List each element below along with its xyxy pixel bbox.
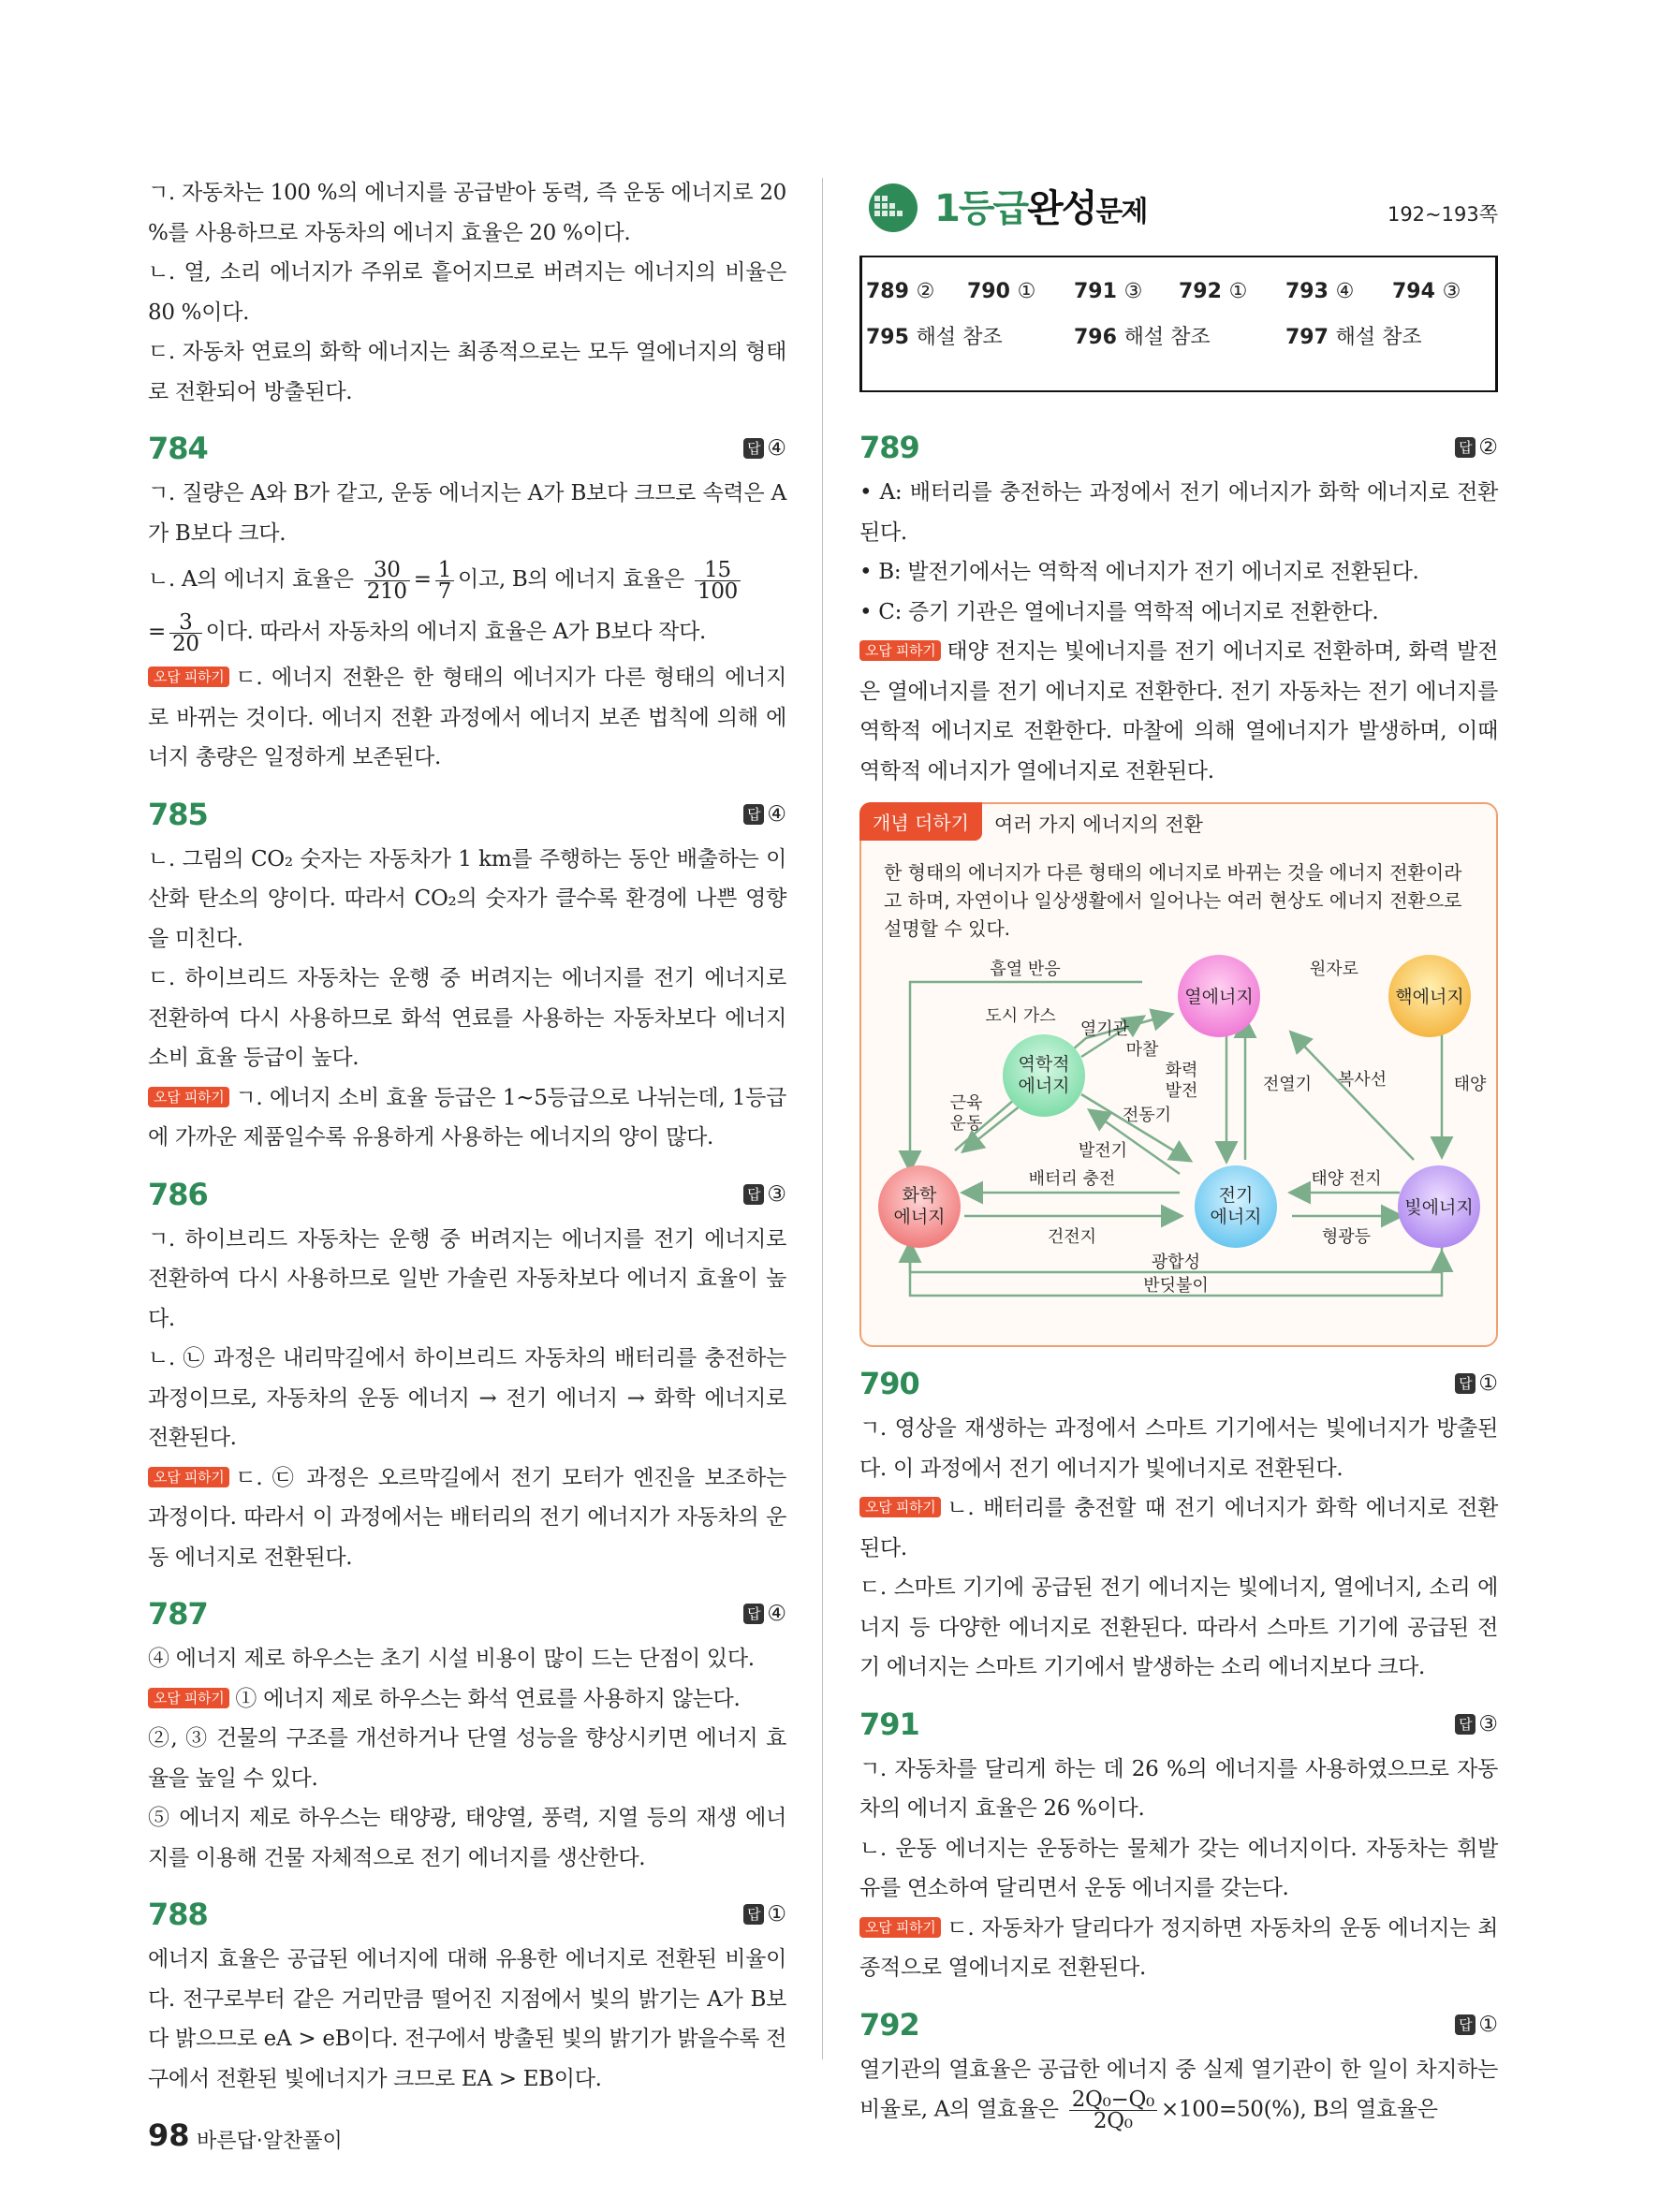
node-label: 에너지 — [1018, 1076, 1070, 1096]
question-header-792 — [859, 2001, 1498, 2050]
edge-label: 반딧불이 — [1143, 1276, 1209, 1296]
fraction — [169, 609, 202, 656]
text: 이고, B의 에너지 효율은 — [458, 567, 684, 592]
answer-value: ① — [767, 1902, 786, 1926]
answer-icon: 답 — [1455, 1714, 1475, 1735]
numerator: 15 — [695, 560, 741, 581]
answer-badge — [1455, 2013, 1498, 2037]
node-label: 전기 — [1218, 1185, 1254, 1206]
answer-table — [859, 256, 1498, 392]
answer-icon: 답 — [1455, 1373, 1475, 1394]
edge-label: 배터리 충전 — [1028, 1169, 1116, 1189]
answer-icon: 답 — [743, 804, 764, 825]
explanation: ㄴ. ㉡ 과정은 내리막길에서 하이브리드 자동차의 배터리를 충전하는 과정이므로, 자동차의 운동 에너지 → 전기 에너지 → 화학 에너지로 전환된다. — [148, 1346, 786, 1450]
answer-badge — [1455, 435, 1498, 460]
question-number: 787 — [148, 1596, 208, 1632]
answer-item: 793 ④ — [1285, 280, 1355, 303]
explanation: ㄴ. 그림의 CO₂ 숫자는 자동차가 1 km를 주행하는 동안 배출하는 이산화 탄소의 양이다. 따라서 CO₂의 숫자가 클수록 환경에 나쁜 영향을 미친다. — [148, 846, 786, 951]
explanation: • B: 발전기에서는 역학적 에너지가 전기 에너지로 전환된다. — [859, 560, 1419, 584]
edge-label: 도시 가스 — [985, 1006, 1056, 1026]
text: 열기관의 열효율은 공급한 에너지 중 실제 열기관이 한 일이 차지하는 비율로, A의 열효율은 — [859, 2057, 1498, 2122]
edge-label: 전열기 — [1262, 1075, 1313, 1094]
avoid-wrong-badge: 오답 피하기 — [859, 640, 941, 661]
energy-conversion-diagram — [861, 945, 1498, 1338]
question-number: 788 — [148, 1897, 208, 1932]
answer-value: ③ — [1478, 1711, 1498, 1736]
answer-item: 796 해설 참조 — [1074, 326, 1211, 349]
node-label: 핵에너지 — [1395, 987, 1464, 1007]
explanation — [859, 632, 1498, 791]
intro-item: ㄷ. 자동차 연료의 화학 에너지는 최종적으로는 모두 열에너지의 형태로 전환되어 방출된다. — [148, 340, 786, 404]
title-problem: 문제 — [1095, 196, 1147, 228]
edge-label: 근육 — [949, 1093, 983, 1113]
node-label: 열에너지 — [1184, 987, 1254, 1007]
answer-item: 789 ② — [866, 280, 935, 303]
text: 이다. 따라서 자동차의 에너지 효율은 A가 B보다 작다. — [205, 620, 707, 644]
concept-box — [859, 802, 1498, 1347]
answer-row — [862, 321, 1495, 349]
equals: = — [148, 620, 166, 644]
edge-label: 형광등 — [1321, 1227, 1372, 1247]
answer-value: ① — [1478, 1371, 1498, 1396]
page-range: 192~193쪽 — [1387, 203, 1498, 226]
explanation-formula — [148, 553, 786, 606]
question-number: 789 — [859, 430, 919, 465]
question-header-791 — [859, 1701, 1498, 1750]
answer-badge — [1455, 1712, 1498, 1736]
question-header-785 — [148, 791, 786, 840]
node-label: 역학적 — [1018, 1054, 1070, 1075]
fraction — [1069, 2089, 1157, 2131]
edge-label: 광합성 — [1151, 1252, 1201, 1272]
explanation — [148, 1679, 786, 1720]
avoid-wrong-badge: 오답 피하기 — [859, 1917, 941, 1938]
text: ×100=50(%), B의 열효율은 — [1160, 2097, 1438, 2122]
avoid-wrong-badge: 오답 피하기 — [859, 1497, 941, 1517]
explanation: ㄷ. 스마트 기기에 공급된 전기 에너지는 빛에너지, 열에너지, 소리 에너지 등 다양한 에너지로 전환된다. 따라서 스마트 기기에 공급된 전기 에너지는 스마트 기기에서 발생하는 소리 에너지보다 크다. — [859, 1575, 1498, 1679]
edge-label: 발전 — [1165, 1081, 1198, 1101]
edge-label: 태양 — [1453, 1075, 1487, 1094]
text: ㄴ. A의 에너지 효율은 — [148, 567, 354, 592]
edge-label: 원자로 — [1309, 960, 1359, 979]
edge-label: 열기관 — [1079, 1019, 1130, 1039]
explanation: ②, ③ 건물의 구조를 개선하거나 단열 성능을 향상시키면 에너지 효율을 높일 수 있다. — [148, 1726, 786, 1791]
explanation: ㄱ. 자동차를 달리게 하는 데 26 %의 에너지를 사용하였으므로 자동차의 에너지 효율은 26 %이다. — [859, 1756, 1498, 1821]
avoid-wrong-badge: 오답 피하기 — [148, 667, 229, 687]
answer-icon: 답 — [1455, 437, 1475, 458]
denominator: 100 — [697, 579, 738, 604]
title-grade: 1등급 — [934, 187, 1028, 230]
explanation: ㄴ. 운동 에너지는 운동하는 물체가 갖는 에너지이다. 자동차는 휘발유를 연소하여 달리면서 운동 에너지를 갖는다. — [859, 1836, 1498, 1900]
explanation: • A: 배터리를 충전하는 과정에서 전기 에너지가 화학 에너지로 전환된다. — [859, 480, 1498, 545]
answer-row — [862, 280, 1495, 308]
explanation: ㄱ. 질량은 A와 B가 같고, 운동 에너지는 A가 B보다 크므로 속력은 A가 B보다 크다. — [148, 481, 786, 546]
question-number: 792 — [859, 2006, 919, 2043]
numerator: 30 — [364, 560, 410, 581]
edge-label: 마찰 — [1125, 1040, 1159, 1060]
answer-item: 797 해설 참조 — [1285, 326, 1422, 349]
text: ㄱ. 에너지 소비 효율 등급은 1~5등급으로 나뉘는데, 1등급에 가까운 제품일수록 유용하게 사용하는 에너지의 양이 많다. — [148, 1085, 786, 1150]
question-number: 785 — [148, 796, 208, 832]
avoid-wrong-badge: 오답 피하기 — [148, 1087, 229, 1107]
answer-item: 791 ③ — [1074, 280, 1143, 303]
fraction — [364, 557, 410, 604]
radiation-arrow — [1292, 1033, 1414, 1160]
concept-tag: 개념 더하기 — [859, 802, 982, 841]
explanation-formula — [148, 606, 786, 658]
question-number: 790 — [859, 1366, 919, 1401]
explanation: ⑤ 에너지 제로 하우스는 태양광, 태양열, 풍력, 지열 등의 재생 에너지를 이용해 건물 자체적으로 전기 에너지를 생산한다. — [148, 1806, 786, 1870]
explanation: ㄱ. 하이브리드 자동차는 운행 중 버려지는 에너지를 전기 에너지로 전환하여 다시 사용하므로 일반 가솔린 자동차보다 에너지 효율이 높다. — [148, 1226, 786, 1331]
numerator: 3 — [169, 612, 202, 634]
answer-badge — [1455, 1371, 1498, 1396]
answer-badge — [743, 436, 786, 461]
explanation — [148, 1078, 786, 1158]
table-top-rule — [862, 256, 1495, 257]
edge-label: 흡열 반응 — [990, 960, 1061, 979]
node-label: 에너지 — [893, 1207, 946, 1227]
text: ㄷ. 에너지 전환은 한 형태의 에너지가 다른 형태의 에너지로 바뀌는 것이다. 에너지 전환 과정에서 에너지 보존 법칙에 의해 에너지 총량은 일정하게 보존된다. — [148, 666, 786, 769]
denominator: 7 — [437, 579, 452, 604]
answer-badge — [743, 1602, 786, 1626]
section-header — [859, 173, 1498, 257]
question-header-784 — [148, 425, 786, 474]
node-label: 화학 — [902, 1185, 937, 1206]
explanation: 에너지 효율은 공급된 에너지에 대해 유용한 에너지로 전환된 비율이다. 전구로부터 같은 거리만큼 떨어진 지점에서 빛의 밝기는 A가 B보다 밝으므로 eA > eB이다. 전구에서 방출된 빛의 밝기가 밝을수록 전구에서 전환된 빛에너지가 크므로 EA > EB이다. — [148, 1947, 786, 2091]
text: ㄷ. ㉢ 과정은 오르막길에서 전기 모터가 엔진을 보조하는 과정이다. 따라서 이 과정에서는 배터리의 전기 에너지가 자동차의 운동 에너지로 전환된다. — [148, 1465, 786, 1570]
answer-item: 794 ③ — [1392, 280, 1461, 303]
answer-value: ④ — [767, 1602, 786, 1626]
text: ㄴ. 배터리를 충전할 때 전기 에너지가 화학 에너지로 전환된다. — [859, 1496, 1498, 1560]
text: ㄷ. 자동차가 달리다가 정지하면 자동차의 운동 에너지는 최종적으로 열에너지로 전환된다. — [859, 1915, 1498, 1980]
intro-item: ㄴ. 열, 소리 에너지가 주위로 흩어지므로 버려지는 에너지의 비율은 80 %이다. — [148, 260, 786, 325]
denominator: 2Q₀ — [1093, 2109, 1133, 2133]
node-label: 에너지 — [1210, 1207, 1262, 1227]
explanation: ㄷ. 하이브리드 자동차는 운행 중 버려지는 에너지를 전기 에너지로 전환하여 다시 사용하므로 화석 연료를 사용하는 자동차보다 에너지 소비 효율 등급이 높다. — [148, 966, 786, 1070]
question-header-786 — [148, 1171, 786, 1220]
explanation — [859, 2050, 1498, 2132]
answer-icon: 답 — [743, 1604, 764, 1624]
fraction — [435, 557, 454, 604]
answer-value: ① — [1478, 2012, 1498, 2037]
page-number: 98 — [148, 2117, 190, 2153]
question-header-790 — [859, 1360, 1498, 1409]
question-header-788 — [148, 1891, 786, 1940]
column-divider — [822, 178, 823, 2059]
question-number: 784 — [148, 431, 208, 466]
table-bottom-rule — [862, 390, 1495, 392]
answer-value: ③ — [767, 1181, 786, 1207]
text: 태양 전지는 빛에너지를 전기 에너지로 전환하며, 화력 발전은 열에너지를 전기 에너지로 전환한다. 전기 자동차는 전기 에너지를 역학적 에너지로 전환한다. 마찰에 의해 열에너지가 발생하며, 이때 역학적 에너지가 열에너지로 전환된다. — [859, 639, 1498, 784]
edge-label: 운동 — [949, 1114, 983, 1134]
edge-label: 복사선 — [1337, 1070, 1387, 1090]
grade-logo-icon — [861, 183, 921, 233]
denominator: 210 — [366, 579, 407, 604]
explanation: ④ 에너지 제로 하우스는 초기 시설 비용이 많이 드는 단점이 있다. — [148, 1647, 755, 1671]
footer-title: 바른답·알찬풀이 — [197, 2130, 343, 2153]
explanation — [859, 1909, 1498, 1988]
explanation — [859, 1488, 1498, 1568]
question-header-787 — [148, 1590, 786, 1639]
avoid-wrong-badge: 오답 피하기 — [148, 1467, 229, 1487]
text: ① 에너지 제로 하우스는 화석 연료를 사용하지 않는다. — [235, 1686, 741, 1711]
node-label: 빛에너지 — [1404, 1197, 1474, 1218]
answer-value: ④ — [767, 801, 786, 827]
fraction — [695, 557, 741, 604]
concept-text: 한 형태의 에너지가 다른 형태의 에너지로 바뀌는 것을 에너지 전환이라고 하며, 자연이나 일상생활에서 일어나는 여러 현상도 에너지 전환으로 설명할 수 있다. — [884, 861, 1462, 940]
denominator: 20 — [171, 631, 199, 656]
answer-icon: 답 — [743, 438, 764, 459]
left-column — [148, 173, 786, 2099]
edge-label: 발전기 — [1078, 1141, 1128, 1161]
edge-label: 전동기 — [1122, 1106, 1172, 1125]
edge-label: 건전지 — [1047, 1227, 1097, 1247]
right-column — [859, 173, 1498, 2131]
answer-icon: 답 — [1455, 2014, 1475, 2035]
question-header-789 — [859, 424, 1498, 473]
answer-badge — [743, 802, 786, 827]
answer-item: 795 해설 참조 — [866, 326, 1003, 349]
explanation: • C: 증기 기관은 열에너지를 역학적 에너지로 전환한다. — [859, 599, 1379, 624]
question-number: 786 — [148, 1176, 208, 1212]
answer-value: ④ — [767, 436, 786, 461]
explanation: ㄱ. 영상을 재생하는 과정에서 스마트 기기에서는 빛에너지가 방출된다. 이 과정에서 전기 에너지가 빛에너지로 전환된다. — [859, 1416, 1498, 1481]
answer-item: 790 ① — [967, 280, 1036, 303]
numerator: 1 — [435, 560, 454, 581]
explanation — [148, 658, 786, 778]
answer-badge — [743, 1182, 786, 1207]
edge-label: 태양 전지 — [1311, 1169, 1382, 1189]
question-number: 791 — [859, 1706, 919, 1742]
concept-title: 여러 가지 에너지의 전환 — [994, 813, 1203, 836]
answer-icon: 답 — [743, 1184, 764, 1205]
title-complete: 완성 — [1027, 187, 1096, 230]
equals: = — [413, 567, 432, 592]
numerator: 2Q₀−Q₀ — [1069, 2089, 1157, 2111]
answer-badge — [743, 1902, 786, 1926]
explanation — [148, 1458, 786, 1578]
answer-item: 792 ① — [1179, 280, 1248, 303]
edge-label: 화력 — [1165, 1061, 1198, 1080]
avoid-wrong-badge: 오답 피하기 — [148, 1688, 229, 1708]
answer-icon: 답 — [743, 1904, 764, 1925]
intro-item: ㄱ. 자동차는 100 %의 에너지를 공급받아 동력, 즉 운동 에너지로 20 %를 사용하므로 자동차의 에너지 효율은 20 %이다. — [148, 181, 786, 245]
answer-value: ② — [1478, 435, 1498, 460]
section-title — [934, 179, 1146, 232]
